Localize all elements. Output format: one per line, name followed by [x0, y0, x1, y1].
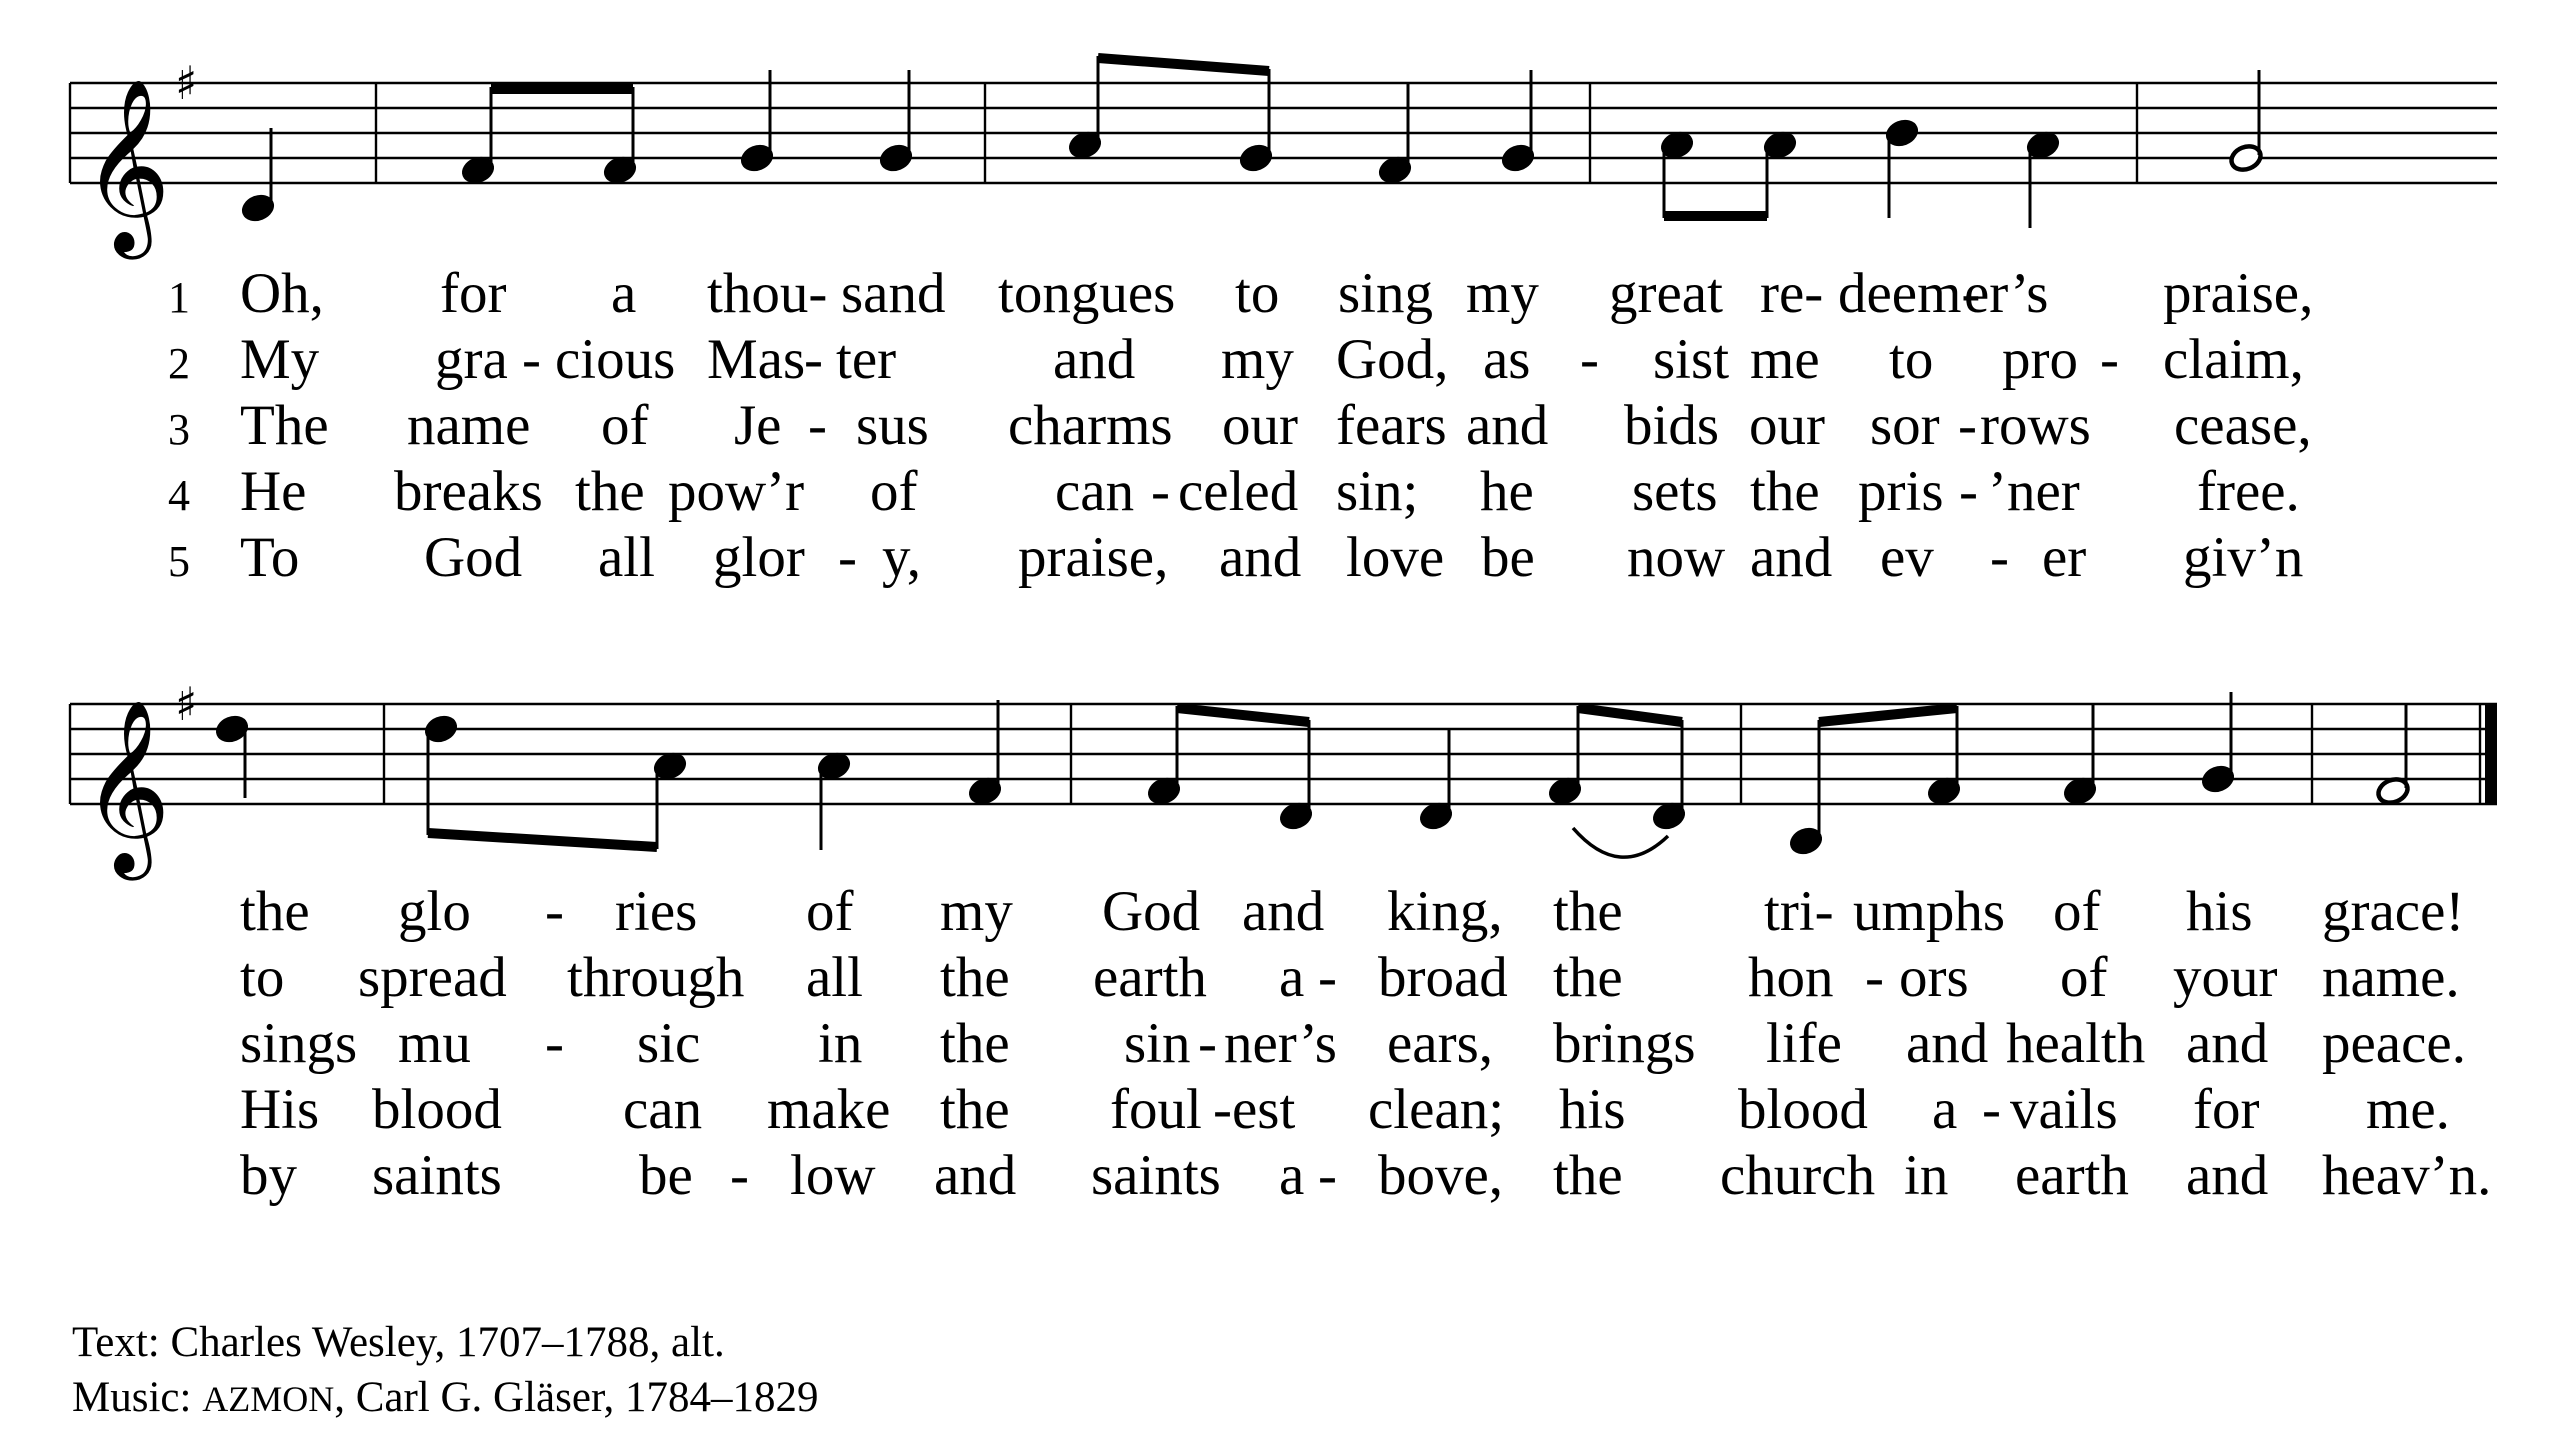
lyric-syllable: rows [1980, 394, 2091, 457]
lyric-syllable: sic [637, 1012, 701, 1075]
lyric-syllable: free. [2197, 460, 2300, 523]
lyric-syllable: ears, [1387, 1012, 1494, 1075]
lyric-syllable: to [1235, 262, 1280, 325]
verse-3-line [168, 394, 2312, 457]
verse-4-line [240, 1078, 2450, 1141]
lyric-syllable: me [1750, 328, 1820, 391]
lyric-syllable: a [1279, 946, 1305, 1009]
verse-number: 4 [168, 471, 190, 520]
lyric-syllable: the [575, 460, 645, 523]
lyric-syllable: - [1959, 460, 1978, 523]
notes [214, 692, 2411, 857]
lyric-syllable: gra [435, 328, 508, 391]
lyric-syllable: my [1221, 328, 1294, 391]
lyric-syllable: My [240, 328, 320, 391]
lyric-syllable: - [1580, 328, 1599, 391]
lyric-syllable: charms [1008, 394, 1173, 457]
lyric-syllable: my [940, 880, 1013, 943]
lyric-syllable: of [601, 394, 649, 457]
lyric-syllable: a [611, 262, 637, 325]
lyric-syllable: - [1213, 1078, 1232, 1141]
lyric-syllable: pris [1858, 460, 1944, 523]
lyric-syllable: the [1553, 1144, 1623, 1207]
lyric-syllable: ’ner [1988, 460, 2080, 523]
lyric-syllable: a [1932, 1078, 1958, 1141]
lyric-syllable: umphs [1853, 880, 2006, 943]
lyric-syllable: - [545, 880, 564, 943]
lyric-syllable: tongues [998, 262, 1176, 325]
lyrics-system-1 [168, 262, 2313, 589]
lyric-syllable: - [730, 1144, 749, 1207]
lyric-syllable: low [790, 1144, 876, 1207]
verse-4-line [168, 460, 2300, 523]
lyric-syllable: ors [1899, 946, 1969, 1009]
verse-1-line [240, 880, 2464, 943]
treble-clef-icon: 𝄞 [82, 699, 171, 873]
lyric-syllable: love [1346, 526, 1445, 589]
lyric-syllable: God, [1336, 328, 1449, 391]
lyric-syllable: celed [1178, 460, 1299, 523]
lyric-syllable: and [1219, 526, 1302, 589]
lyric-syllable: for [2193, 1078, 2260, 1141]
lyric-syllable: fears [1336, 394, 1447, 457]
lyric-syllable: sin [1124, 1012, 1191, 1075]
verse-3-line [240, 1012, 2466, 1075]
final-barline [2485, 704, 2497, 804]
lyric-syllable: to [1889, 328, 1934, 391]
lyric-syllable: earth [2015, 1144, 2129, 1207]
lyric-syllable: a [1279, 1144, 1305, 1207]
lyric-syllable: - [1982, 1078, 2001, 1141]
lyric-syllable: me. [2366, 1078, 2450, 1141]
lyric-syllable: pro [2002, 328, 2078, 391]
lyric-syllable: Je [734, 394, 782, 457]
verse-number: 3 [168, 405, 190, 454]
lyric-syllable: and [2186, 1012, 2269, 1075]
lyric-syllable: can [623, 1078, 703, 1141]
lyric-syllable: clean; [1368, 1078, 1505, 1141]
lyric-syllable: and [1053, 328, 1136, 391]
lyric-syllable: His [240, 1078, 320, 1141]
music-credit [72, 1373, 819, 1424]
lyric-syllable: all [806, 946, 863, 1009]
lyric-syllable: ev [1880, 526, 1934, 589]
lyric-syllable: in [1904, 1144, 1949, 1207]
lyric-syllable: and [1906, 1012, 1989, 1075]
lyric-syllable: all [598, 526, 655, 589]
lyric-syllable: heav’n. [2322, 1144, 2492, 1207]
lyric-syllable: Oh, [240, 262, 324, 325]
verse-2-line [168, 328, 2304, 391]
lyric-syllable: - [522, 328, 541, 391]
lyric-syllable: - [1198, 1012, 1217, 1075]
lyric-syllable: sin; [1336, 460, 1419, 523]
lyric-syllable: and [1242, 880, 1325, 943]
lyric-syllable: est [1232, 1078, 1296, 1141]
lyric-syllable: giv’n [2183, 526, 2304, 589]
lyric-syllable: and [934, 1144, 1017, 1207]
lyric-syllable: bids [1624, 394, 1720, 457]
music-credit-composer: , Carl G. Gläser, 1784–1829 [334, 1374, 819, 1421]
lyric-syllable: king, [1387, 880, 1503, 943]
lyric-syllable: blood [372, 1078, 502, 1141]
lyric-syllable: vails [2010, 1078, 2118, 1141]
lyric-syllable: ner’s [1224, 1012, 1337, 1075]
lyric-syllable: - [1151, 460, 1170, 523]
lyrics-system-2 [240, 880, 2491, 1207]
lyric-syllable: tri- [1764, 880, 1834, 943]
lyric-syllable: saints [1091, 1144, 1221, 1207]
lyric-syllable: the [1553, 946, 1623, 1009]
lyric-syllable: cious [555, 328, 676, 391]
lyric-syllable: sist [1653, 328, 1730, 391]
sharp-icon: ♯ [175, 56, 198, 110]
lyric-syllable: to [240, 946, 285, 1009]
lyric-syllable: earth [1093, 946, 1207, 1009]
lyric-syllable: the [240, 880, 310, 943]
lyric-syllable: blood [1738, 1078, 1868, 1141]
lyric-syllable: breaks [394, 460, 543, 523]
lyric-syllable: sing [1338, 262, 1434, 325]
lyric-syllable: he [1480, 460, 1534, 523]
verse-number: 2 [168, 339, 190, 388]
lyric-syllable: our [1222, 394, 1298, 457]
verse-2-line [240, 946, 2460, 1009]
lyric-syllable: glo [398, 880, 471, 943]
lyric-syllable: hon [1748, 946, 1834, 1009]
lyric-syllable: The [240, 394, 329, 457]
lyric-syllable: - [838, 526, 857, 589]
lyric-syllable: y, [882, 526, 922, 589]
lyric-syllable: - [1958, 394, 1977, 457]
lyric-syllable: my [1466, 262, 1539, 325]
lyric-syllable: - [1865, 946, 1884, 1009]
lyric-syllable: - [804, 328, 823, 391]
lyric-syllable: your [2173, 946, 2278, 1009]
staff-system-1 [70, 56, 2497, 260]
lyric-syllable: our [1749, 394, 1825, 457]
lyric-syllable: church [1720, 1144, 1876, 1207]
music-credit-prefix: Music: [72, 1374, 203, 1421]
lyric-syllable: and [1750, 526, 1833, 589]
lyric-syllable: the [940, 1078, 1010, 1141]
lyric-syllable: spread [358, 946, 507, 1009]
lyric-syllable: the [1750, 460, 1820, 523]
lyric-syllable: the [1553, 880, 1623, 943]
lyric-syllable: make [767, 1078, 891, 1141]
lyric-syllable: grace! [2322, 880, 2465, 943]
lyric-syllable: peace. [2322, 1012, 2466, 1075]
sharp-icon: ♯ [175, 677, 198, 731]
lyric-syllable: deem- [1838, 262, 1981, 325]
verse-5-line [168, 526, 2303, 589]
lyric-syllable: claim, [2163, 328, 2304, 391]
lyric-syllable: life [1766, 1012, 1842, 1075]
lyric-syllable: bove, [1378, 1144, 1504, 1207]
lyric-syllable: by [240, 1144, 297, 1207]
lyric-syllable: can [1055, 460, 1135, 523]
lyric-syllable: saints [372, 1144, 502, 1207]
lyric-syllable: and [2186, 1144, 2269, 1207]
lyric-syllable: now [1627, 526, 1726, 589]
lyric-syllable: - [1318, 946, 1337, 1009]
text-credit: Text: Charles Wesley, 1707–1788, alt. [72, 1319, 725, 1366]
lyric-syllable: ries [615, 880, 698, 943]
lyric-syllable: er [2042, 526, 2087, 589]
lyric-syllable: Mas [707, 328, 806, 391]
lyric-syllable: name [407, 394, 531, 457]
lyric-syllable: cease, [2174, 394, 2312, 457]
lyric-syllable: great [1609, 262, 1723, 325]
lyric-syllable: and [1466, 394, 1549, 457]
lyric-syllable: sand [841, 262, 946, 325]
lyric-syllable: sus [856, 394, 929, 457]
verse-number: 1 [168, 273, 190, 322]
lyric-syllable: God [1102, 880, 1201, 943]
lyric-syllable: be [639, 1144, 693, 1207]
tune-name: AZMON [202, 1379, 335, 1419]
lyric-syllable: the [940, 1012, 1010, 1075]
lyric-syllable: of [2060, 946, 2108, 1009]
lyric-syllable: - [545, 1012, 564, 1075]
lyric-syllable: through [567, 946, 745, 1009]
lyric-syllable: the [940, 946, 1010, 1009]
verse-1-line [168, 262, 2313, 325]
lyric-syllable: glor [713, 526, 805, 589]
lyric-syllable: God [424, 526, 523, 589]
lyric-syllable: of [2053, 880, 2101, 943]
lyric-syllable: mu [398, 1012, 471, 1075]
lyric-syllable: - [2100, 328, 2119, 391]
lyric-syllable: in [818, 1012, 863, 1075]
lyric-syllable: brings [1553, 1012, 1696, 1075]
lyric-syllable: ter [836, 328, 897, 391]
lyric-syllable: He [240, 460, 307, 523]
lyric-syllable: praise, [1018, 526, 1169, 589]
lyric-syllable: for [440, 262, 507, 325]
lyric-syllable: er’s [1964, 262, 2049, 325]
lyric-syllable: as [1483, 328, 1531, 391]
lyric-syllable: praise, [2163, 262, 2314, 325]
lyric-syllable: sor [1870, 394, 1940, 457]
lyric-syllable: - [1990, 526, 2009, 589]
verse-number: 5 [168, 537, 190, 586]
lyric-syllable: of [806, 880, 854, 943]
lyric-syllable: foul [1110, 1078, 1202, 1141]
treble-clef-icon: 𝄞 [82, 78, 171, 252]
lyric-syllable: be [1481, 526, 1535, 589]
lyric-syllable: - [808, 394, 827, 457]
slur [1573, 828, 1668, 857]
lyric-syllable: re- [1760, 262, 1824, 325]
staff-system-2 [70, 677, 2497, 881]
lyric-syllable: sings [240, 1012, 358, 1075]
lyric-syllable: name. [2322, 946, 2460, 1009]
lyric-syllable: thou- [707, 262, 828, 325]
lyric-syllable: To [240, 526, 300, 589]
lyric-syllable: - [1318, 1144, 1337, 1207]
lyric-syllable: of [870, 460, 918, 523]
lyric-syllable: sets [1632, 460, 1718, 523]
lyric-syllable: his [2186, 880, 2253, 943]
staff-lines [70, 83, 2497, 183]
verse-5-line [240, 1144, 2491, 1207]
lyric-syllable: his [1559, 1078, 1626, 1141]
lyric-syllable: broad [1378, 946, 1508, 1009]
lyric-syllable: pow’r [668, 460, 805, 523]
lyric-syllable: health [2006, 1012, 2146, 1075]
